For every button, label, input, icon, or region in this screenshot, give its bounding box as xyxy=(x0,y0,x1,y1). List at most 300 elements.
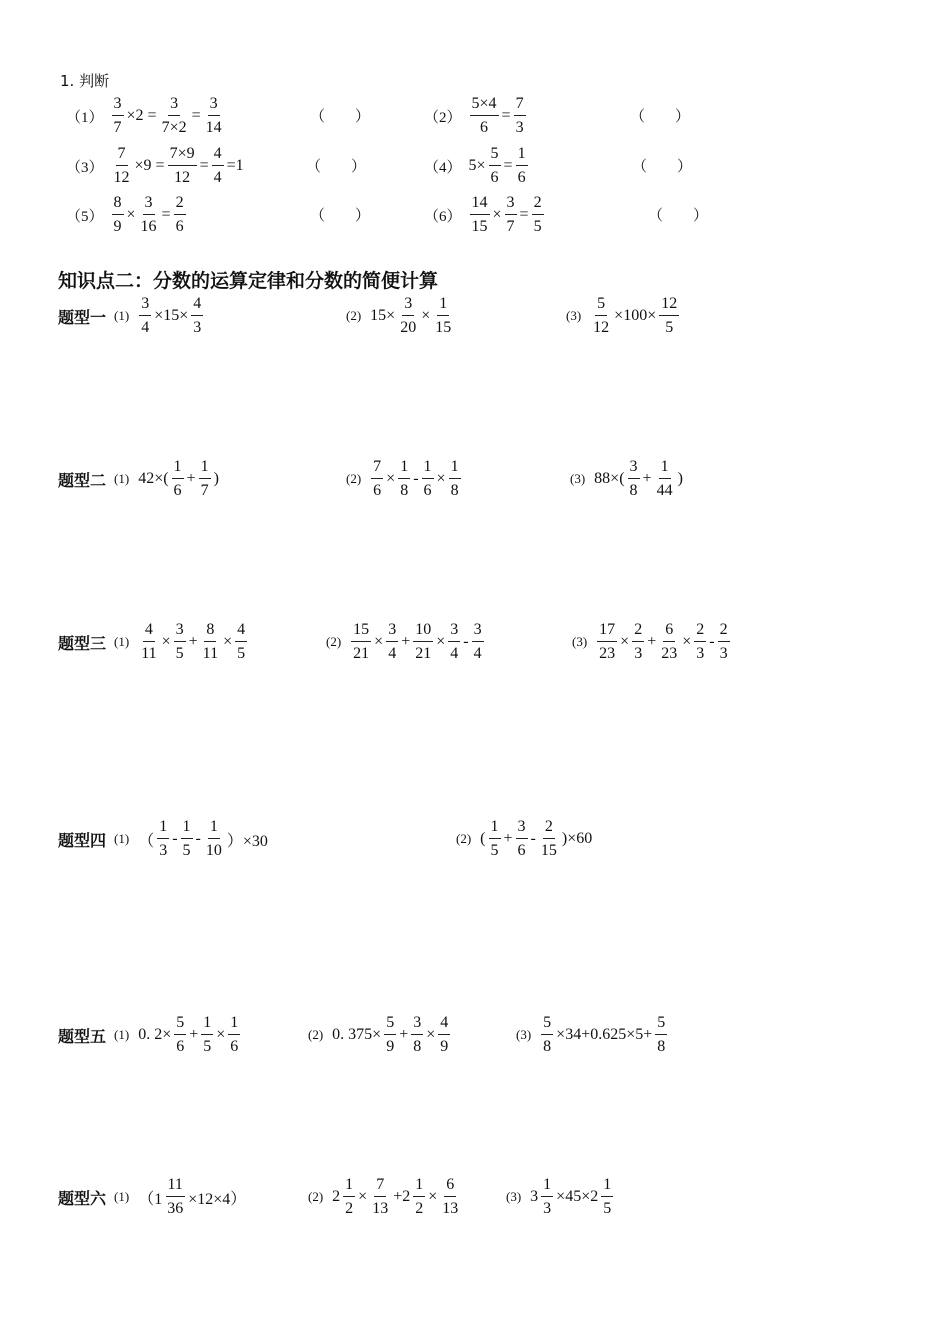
numerator: 6 xyxy=(663,622,675,642)
denominator: 5 xyxy=(237,645,246,662)
judge-item-2 xyxy=(424,96,528,136)
judge-item-1 xyxy=(66,96,226,136)
expr-text: × xyxy=(386,470,396,487)
expr-text: × xyxy=(358,1188,368,1205)
problem-label: (3) xyxy=(506,1189,522,1204)
math-expression xyxy=(331,1177,462,1217)
answer-blank[interactable]: （ ） xyxy=(630,109,691,125)
numerator: 5 xyxy=(655,1015,667,1035)
numerator: 17 xyxy=(597,622,617,642)
numerator: 3 xyxy=(139,296,151,316)
denominator: 12 xyxy=(593,319,610,336)
denominator: 3 xyxy=(543,1200,552,1217)
fraction xyxy=(351,622,371,662)
math-expression xyxy=(137,1015,242,1055)
answer-blank[interactable]: （ ） xyxy=(632,159,693,175)
fraction xyxy=(160,96,189,136)
fraction xyxy=(449,459,461,499)
section1-title: 1. 判断 xyxy=(60,72,110,90)
fraction xyxy=(541,1177,553,1217)
fraction xyxy=(212,146,224,186)
expr-text: × xyxy=(436,633,446,650)
math-expression xyxy=(468,146,530,186)
denominator: 15 xyxy=(471,218,488,235)
answer-blank[interactable]: （ ） xyxy=(310,109,371,125)
fraction xyxy=(628,459,640,499)
judge-item-3 xyxy=(66,146,245,186)
answer-blank[interactable]: （ ） xyxy=(306,159,367,175)
denominator: 3 xyxy=(696,645,705,662)
type-3-problem-3 xyxy=(572,622,732,662)
expr-text: - xyxy=(195,830,201,847)
numerator: 1 xyxy=(659,459,671,479)
fraction xyxy=(532,195,544,235)
fraction xyxy=(174,195,186,235)
expr-text: × xyxy=(421,307,431,324)
problem-label: (1) xyxy=(114,471,130,486)
numerator: 1 xyxy=(172,459,184,479)
expr-text: （1 xyxy=(138,1190,163,1208)
numerator: 2 xyxy=(543,819,555,839)
expr-text: ) xyxy=(213,470,219,487)
fraction xyxy=(174,622,186,662)
numerator: 7 xyxy=(371,459,383,479)
expr-text: ) xyxy=(677,470,683,487)
denominator: 9 xyxy=(386,1038,395,1055)
type-1-problem-2 xyxy=(346,296,455,336)
denominator: 23 xyxy=(599,645,616,662)
problem-label: (1) xyxy=(114,831,130,846)
fraction xyxy=(386,622,398,662)
judge-item-6 xyxy=(424,195,546,235)
fraction xyxy=(411,1015,423,1055)
numerator: 3 xyxy=(472,622,484,642)
type-1-problem-3 xyxy=(566,296,681,336)
fraction xyxy=(235,622,247,662)
numerator: 5 xyxy=(595,296,607,316)
numerator: 4 xyxy=(235,622,247,642)
math-expression xyxy=(137,459,220,499)
denominator: 7 xyxy=(506,218,515,235)
denominator: 2 xyxy=(415,1200,424,1217)
denominator: 6 xyxy=(373,482,382,499)
fraction xyxy=(541,1015,553,1055)
numerator: 7 xyxy=(116,146,128,166)
fraction xyxy=(440,1177,460,1217)
denominator: 36 xyxy=(167,1200,184,1217)
fraction xyxy=(139,622,158,662)
expr-text: 2 xyxy=(332,1188,341,1205)
numerator: 1 xyxy=(199,459,211,479)
type-4-row xyxy=(58,819,269,859)
item-label: （3） xyxy=(66,159,104,176)
denominator: 11 xyxy=(202,645,219,662)
denominator: 13 xyxy=(372,1200,389,1217)
denominator: 4 xyxy=(473,645,482,662)
denominator: 21 xyxy=(353,645,370,662)
numerator: 3 xyxy=(402,296,414,316)
expr-text: ×45×2 xyxy=(556,1188,599,1205)
math-expression xyxy=(593,459,684,499)
expr-text: = xyxy=(503,157,513,174)
denominator: 21 xyxy=(415,645,432,662)
numerator: 1 xyxy=(181,819,193,839)
numerator: 1 xyxy=(208,819,220,839)
denominator: 14 xyxy=(205,119,222,136)
numerator: 10 xyxy=(413,622,433,642)
expr-text: + xyxy=(186,470,196,487)
denominator: 12 xyxy=(113,169,130,186)
expr-text: = xyxy=(501,107,511,124)
fraction xyxy=(516,819,528,859)
numerator: 5 xyxy=(174,1015,186,1035)
problem-label: (3) xyxy=(572,634,588,649)
denominator: 8 xyxy=(413,1038,422,1055)
fraction xyxy=(539,819,559,859)
denominator: 3 xyxy=(719,645,728,662)
numerator: 2 xyxy=(532,195,544,215)
fraction xyxy=(371,459,383,499)
type-6-row xyxy=(58,1177,247,1217)
fraction xyxy=(597,622,617,662)
type-name: 题型五 xyxy=(58,1026,107,1046)
fraction xyxy=(433,296,453,336)
denominator: 3 xyxy=(193,319,202,336)
numerator: 1 xyxy=(601,1177,613,1197)
fraction xyxy=(413,1177,425,1217)
expr-text: × xyxy=(374,633,384,650)
numerator: 14 xyxy=(470,195,490,215)
math-expression xyxy=(137,296,205,336)
expr-text: + xyxy=(503,830,513,847)
numerator: 8 xyxy=(204,622,216,642)
type-2-row xyxy=(58,459,220,499)
problem-label: (2) xyxy=(346,308,362,323)
type-6-problem-3 xyxy=(506,1177,615,1217)
denominator: 4 xyxy=(213,169,222,186)
denominator: 3 xyxy=(515,119,524,136)
denominator: 5 xyxy=(533,218,542,235)
problem-label: (2) xyxy=(308,1189,324,1204)
denominator: 8 xyxy=(450,482,459,499)
math-expression xyxy=(468,96,528,136)
fraction xyxy=(632,622,644,662)
fraction xyxy=(112,96,124,136)
expr-text: 15× xyxy=(370,307,396,324)
denominator: 3 xyxy=(634,645,643,662)
type-3-problem-2 xyxy=(326,622,486,662)
expr-text: + xyxy=(399,1026,409,1043)
denominator: 7×2 xyxy=(161,119,187,136)
expr-text: 42×( xyxy=(138,470,169,487)
numerator: 4 xyxy=(191,296,203,316)
numerator: 12 xyxy=(659,296,679,316)
expr-text: × xyxy=(161,633,171,650)
denominator: 16 xyxy=(140,218,157,235)
numerator: 1 xyxy=(157,819,169,839)
denominator: 6 xyxy=(176,1038,185,1055)
type-2-problem-2 xyxy=(346,459,463,499)
numerator: 2 xyxy=(632,622,644,642)
expr-text: )×60 xyxy=(561,830,593,847)
expr-text: - xyxy=(463,633,469,650)
fraction xyxy=(448,622,460,662)
expr-text: 3 xyxy=(530,1188,539,1205)
problem-label: (3) xyxy=(566,308,582,323)
denominator: 6 xyxy=(490,169,499,186)
type-name: 题型一 xyxy=(58,307,107,327)
expr-text: + xyxy=(642,470,652,487)
numerator: 3 xyxy=(516,819,528,839)
fraction xyxy=(199,459,211,499)
expr-text: （ xyxy=(138,832,155,850)
numerator: 3 xyxy=(386,622,398,642)
math-expression xyxy=(468,195,546,235)
item-label: （1） xyxy=(66,109,104,126)
fraction xyxy=(204,96,224,136)
fraction xyxy=(655,1015,667,1055)
item-label: （4） xyxy=(424,159,462,176)
fraction xyxy=(112,146,132,186)
expr-text: + xyxy=(188,633,198,650)
fraction xyxy=(191,296,203,336)
type-5-row xyxy=(58,1015,242,1055)
fraction xyxy=(472,622,484,662)
denominator: 15 xyxy=(435,319,452,336)
fraction xyxy=(718,622,730,662)
fraction xyxy=(413,622,433,662)
expr-text: 0. 375× xyxy=(332,1026,382,1043)
expr-text: × xyxy=(223,633,233,650)
denominator: 6 xyxy=(175,218,184,235)
expr-text: ×34+0.625×5+ xyxy=(556,1026,653,1043)
denominator: 15 xyxy=(540,842,557,859)
expr-text: = xyxy=(161,206,171,223)
expr-text: ×2 = xyxy=(126,107,157,124)
fraction xyxy=(139,296,151,336)
fraction xyxy=(343,1177,355,1217)
numerator: 1 xyxy=(398,459,410,479)
denominator: 4 xyxy=(450,645,459,662)
item-label: （6） xyxy=(424,208,462,225)
denominator: 10 xyxy=(205,842,222,859)
expr-text: × xyxy=(426,1026,436,1043)
problem-label: (1) xyxy=(114,634,130,649)
fraction xyxy=(655,459,675,499)
type-5-problem-2 xyxy=(308,1015,452,1055)
numerator: 5 xyxy=(384,1015,396,1035)
numerator: 1 xyxy=(516,146,528,166)
math-expression xyxy=(539,1015,669,1055)
problem-label: (2) xyxy=(346,471,362,486)
numerator: 1 xyxy=(201,1015,213,1035)
expr-text: ( xyxy=(480,830,486,847)
denominator: 9 xyxy=(440,1038,449,1055)
section2-heading: 知识点二：分数的运算定律和分数的简便计算 xyxy=(58,270,439,292)
numerator: 2 xyxy=(694,622,706,642)
numerator: 4 xyxy=(143,622,155,642)
type-6-problem-2 xyxy=(308,1177,462,1217)
numerator: 2 xyxy=(174,195,186,215)
denominator: 6 xyxy=(480,119,489,136)
judge-item-5 xyxy=(66,195,188,235)
expr-text: ×12×4） xyxy=(188,1190,247,1208)
type-name: 题型三 xyxy=(58,633,107,653)
fraction xyxy=(516,146,528,186)
expr-text: + xyxy=(401,633,411,650)
expr-text: ×9 = xyxy=(134,157,165,174)
type-name: 题型二 xyxy=(58,470,107,490)
denominator: 6 xyxy=(173,482,182,499)
problem-label: (2) xyxy=(308,1027,324,1042)
numerator: 3 xyxy=(448,622,460,642)
numerator: 1 xyxy=(413,1177,425,1197)
fraction xyxy=(204,819,224,859)
numerator: 3 xyxy=(112,96,124,116)
numerator: 1 xyxy=(228,1015,240,1035)
expr-text: 0. 2× xyxy=(138,1026,172,1043)
expr-text: × xyxy=(216,1026,226,1043)
denominator: 44 xyxy=(656,482,673,499)
denominator: 8 xyxy=(543,1038,552,1055)
math-expression xyxy=(369,459,462,499)
type-1-row xyxy=(58,296,205,336)
problem-label: (3) xyxy=(570,471,586,486)
denominator: 8 xyxy=(657,1038,666,1055)
denominator: 3 xyxy=(159,842,168,859)
expr-text: - xyxy=(413,470,419,487)
type-name: 题型六 xyxy=(58,1188,107,1208)
numerator: 7×9 xyxy=(168,146,197,166)
fraction xyxy=(165,1177,185,1217)
denominator: 5 xyxy=(490,842,499,859)
numerator: 5 xyxy=(489,146,501,166)
judge-item-4 xyxy=(424,146,530,186)
numerator: 1 xyxy=(343,1177,355,1197)
expr-text: ×100× xyxy=(614,307,657,324)
expr-text: × xyxy=(492,206,502,223)
expr-text: +2 xyxy=(393,1188,411,1205)
expr-text: = xyxy=(199,157,209,174)
denominator: 7 xyxy=(200,482,209,499)
denominator: 5 xyxy=(665,319,674,336)
denominator: 20 xyxy=(400,319,417,336)
numerator: 7 xyxy=(514,96,526,116)
fraction xyxy=(174,1015,186,1055)
numerator: 5 xyxy=(541,1015,553,1035)
expr-text: 5× xyxy=(468,157,486,174)
type-4-problem-2 xyxy=(456,819,593,859)
expr-text: =1 xyxy=(226,157,244,174)
expr-text: × xyxy=(428,1188,438,1205)
numerator: 6 xyxy=(444,1177,456,1197)
denominator: 2 xyxy=(345,1200,354,1217)
expr-text: × xyxy=(682,633,692,650)
denominator: 6 xyxy=(423,482,432,499)
fraction xyxy=(139,195,159,235)
numerator: 3 xyxy=(505,195,517,215)
fraction xyxy=(514,96,526,136)
numerator: 3 xyxy=(174,622,186,642)
numerator: 1 xyxy=(449,459,461,479)
fraction xyxy=(505,195,517,235)
denominator: 9 xyxy=(113,218,122,235)
numerator: 3 xyxy=(143,195,155,215)
fraction xyxy=(228,1015,240,1055)
numerator: 8 xyxy=(112,195,124,215)
denominator: 4 xyxy=(141,319,150,336)
math-expression xyxy=(589,296,681,336)
fraction xyxy=(591,296,611,336)
fraction xyxy=(601,1177,613,1217)
expr-text: ）×30 xyxy=(226,832,268,850)
expr-text: + xyxy=(647,633,657,650)
answer-blank[interactable]: （ ） xyxy=(310,208,371,224)
numerator: 1 xyxy=(422,459,434,479)
math-expression xyxy=(331,1015,452,1055)
numerator: 5×4 xyxy=(470,96,499,116)
fraction xyxy=(659,296,679,336)
fraction xyxy=(422,459,434,499)
problem-label: (1) xyxy=(114,308,130,323)
fraction xyxy=(181,819,193,859)
answer-blank[interactable]: （ ） xyxy=(648,208,709,224)
fraction xyxy=(370,1177,390,1217)
math-expression xyxy=(110,96,226,136)
numerator: 3 xyxy=(208,96,220,116)
fraction xyxy=(438,1015,450,1055)
fraction xyxy=(172,459,184,499)
numerator: 3 xyxy=(628,459,640,479)
fraction xyxy=(470,195,490,235)
denominator: 12 xyxy=(174,169,191,186)
expr-text: - xyxy=(172,830,178,847)
math-expression xyxy=(369,296,455,336)
math-expression xyxy=(349,622,485,662)
type-5-problem-3 xyxy=(516,1015,669,1055)
problem-label: (2) xyxy=(456,831,472,846)
expr-text: - xyxy=(709,633,715,650)
fraction xyxy=(659,622,679,662)
expr-text: × xyxy=(620,633,630,650)
denominator: 8 xyxy=(400,482,409,499)
fraction xyxy=(694,622,706,662)
denominator: 5 xyxy=(182,842,191,859)
numerator: 11 xyxy=(166,1177,185,1197)
expr-text: - xyxy=(530,830,536,847)
expr-text: = xyxy=(519,206,529,223)
math-expression xyxy=(137,819,269,859)
numerator: 3 xyxy=(168,96,180,116)
denominator: 13 xyxy=(442,1200,459,1217)
math-expression xyxy=(529,1177,615,1217)
fraction xyxy=(157,819,169,859)
expr-text: ×15× xyxy=(154,307,189,324)
problem-label: (2) xyxy=(326,634,342,649)
denominator: 5 xyxy=(175,645,184,662)
numerator: 15 xyxy=(351,622,371,642)
denominator: 8 xyxy=(629,482,638,499)
problem-label: (1) xyxy=(114,1027,130,1042)
type-3-row xyxy=(58,622,249,662)
numerator: 7 xyxy=(374,1177,386,1197)
fraction xyxy=(201,1015,213,1055)
denominator: 6 xyxy=(230,1038,239,1055)
fraction xyxy=(384,1015,396,1055)
fraction xyxy=(112,195,124,235)
denominator: 6 xyxy=(517,169,526,186)
numerator: 1 xyxy=(489,819,501,839)
